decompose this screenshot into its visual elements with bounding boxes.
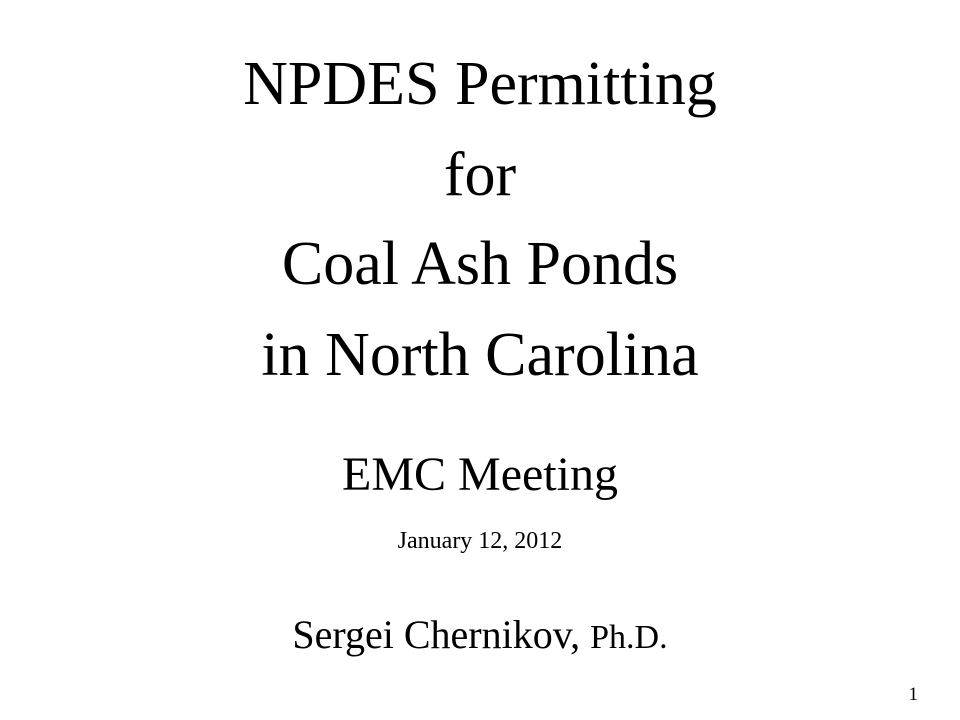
title-line-4: in North Carolina bbox=[261, 321, 699, 389]
author bbox=[0, 612, 960, 657]
title-line-1: NPDES Permitting bbox=[243, 50, 717, 118]
title-line-3: Coal Ash Ponds bbox=[281, 230, 679, 298]
title-line-2: for bbox=[443, 141, 517, 209]
author-degree: Ph.D. bbox=[590, 619, 668, 656]
meeting-subtitle: EMC Meeting bbox=[342, 448, 618, 501]
meeting-date: January 12, 2012 bbox=[397, 528, 563, 554]
author-name: Sergei Chernikov, bbox=[292, 612, 581, 657]
page-number: 1 bbox=[908, 684, 918, 705]
